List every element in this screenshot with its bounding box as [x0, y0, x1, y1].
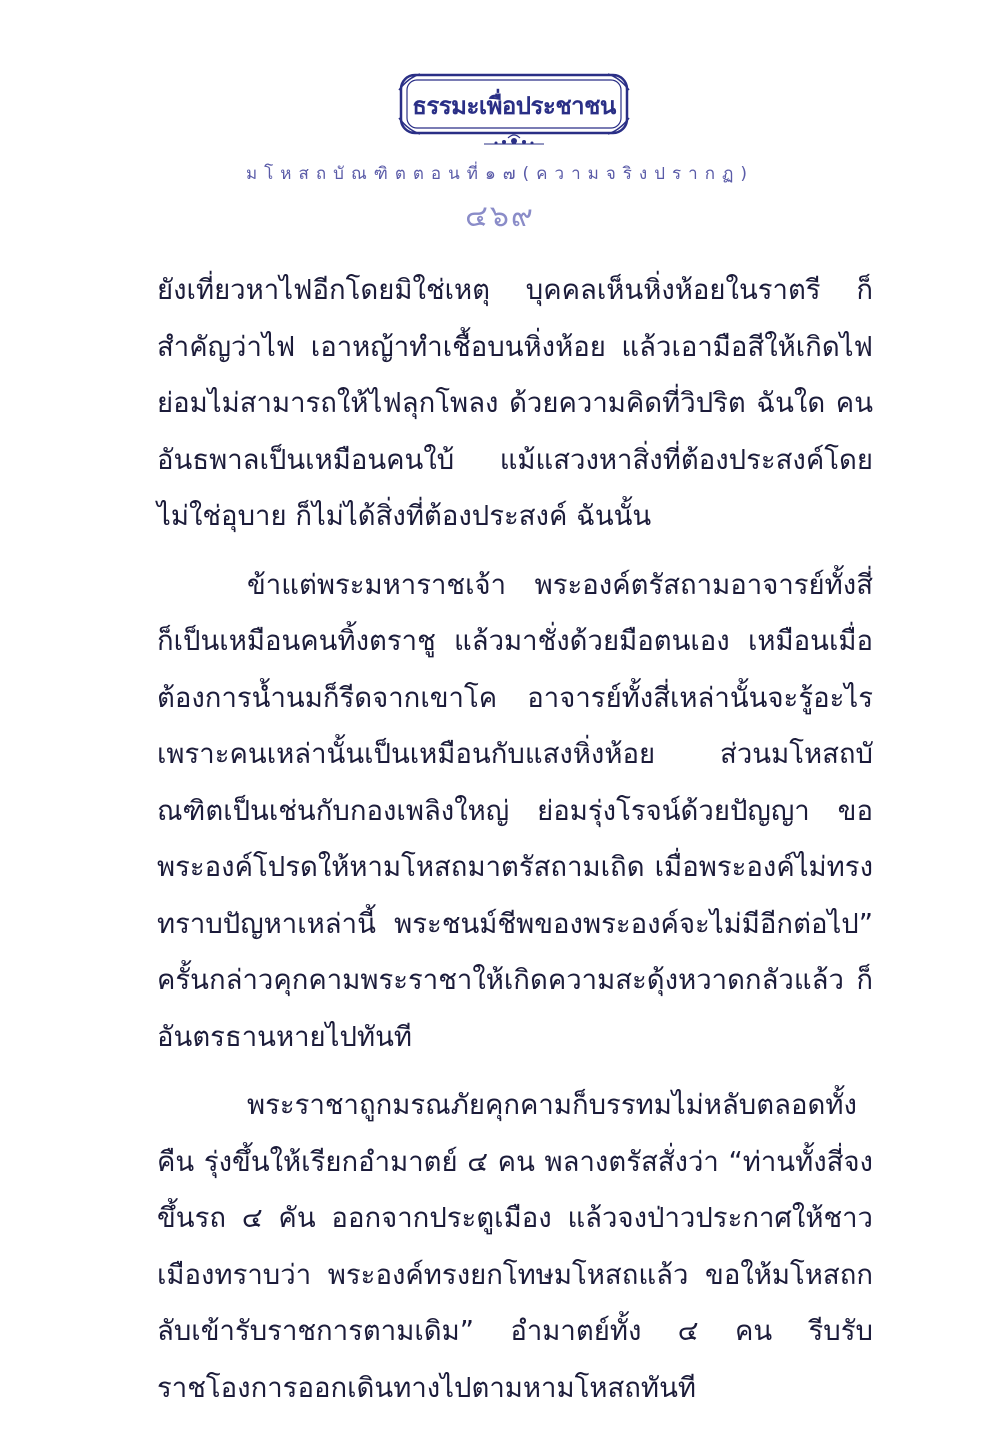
ornament-icon [484, 135, 544, 145]
paragraph: ข้าแต่พระมหาราชเจ้า พระองค์ตรัสถามอาจารย์ทั้งสี่ ก็เป็นเหมือนคนทิ้งตราชู แล้วมาชั่งด้วยมือตนเอง เหมือนเมื่อต้องการน้ำนมก็รีดจากเขาโค อาจารย์ทั้งสี่เหล่านั้นจะรู้อะไร เพราะคนเหล่านั้นเป็นเหมือนกับแสงหิ่งห้อย ส่วนมโหสถบัณฑิตเป็นเช่นกับกองเพลิงใหญ่ ย่อมรุ่งโรจน์ด้วยปัญญา ขอพระองค์โปรดให้หามโหสถมาตรัสถามเถิด เมื่อพระองค์ไม่ทรงทราบปัญหาเหล่านี้ พระชนม์ชีพของพระองค์จะไม่มีอีกต่อไป” ครั้นกล่าวคุกคามพระราชาให้เกิดความสะดุ้งหวาดกลัวแล้ว ก็อันตรธานหายไปทันที [157, 568, 873, 1053]
paragraph: ยังเที่ยวหาไฟอีกโดยมิใช่เหตุ บุคคลเห็นหิ่งห้อยในราตรี ก็สำคัญว่าไฟ เอาหญ้าทำเชื้อบนหิ่งห้อย แล้วเอามือสีให้เกิดไฟ ย่อมไม่สามารถให้ไฟลุกโพลง ด้วยความคิดที่วิปริต ฉันใด คนอันธพาลเป็นเหมือนคนใบ้ แม้แสวงหาสิ่งที่ต้องประสงค์โดยไม่ใช่อุบาย ก็ไม่ได้สิ่งที่ต้องประสงค์ ฉันนั้น [157, 274, 873, 532]
logo [398, 72, 630, 150]
chapter-subtitle: มโหสถบัณฑิตตอนที่๑๗(ความจริงปรากฏ) [245, 164, 755, 184]
page-number: ๔๖๙ [465, 199, 535, 234]
body-text [157, 262, 873, 1416]
paragraph: พระราชาถูกมรณภัยคุกคามก็บรรทมไม่หลับตลอดทั้งคืน รุ่งขึ้นให้เรียกอำมาตย์ ๔ คน พลางตรัสสั่งว่า “ท่านทั้งสี่จงขึ้นรถ ๔ คัน ออกจากประตูเมือง แล้วจงป่าวประกาศให้ชาวเมืองทราบว่า พระองค์ทรงยกโทษมโหสถแล้ว ขอให้มโหสถกลับเข้ารับราชการตามเดิม” อำมาตย์ทั้ง ๔ คน รีบรับราชโองการออกเดินทางไปตามหามโหสถทันที [157, 1089, 873, 1404]
page-header [0, 0, 1000, 240]
logo-text: ธรรมะเพื่อประชาชน [412, 92, 616, 120]
